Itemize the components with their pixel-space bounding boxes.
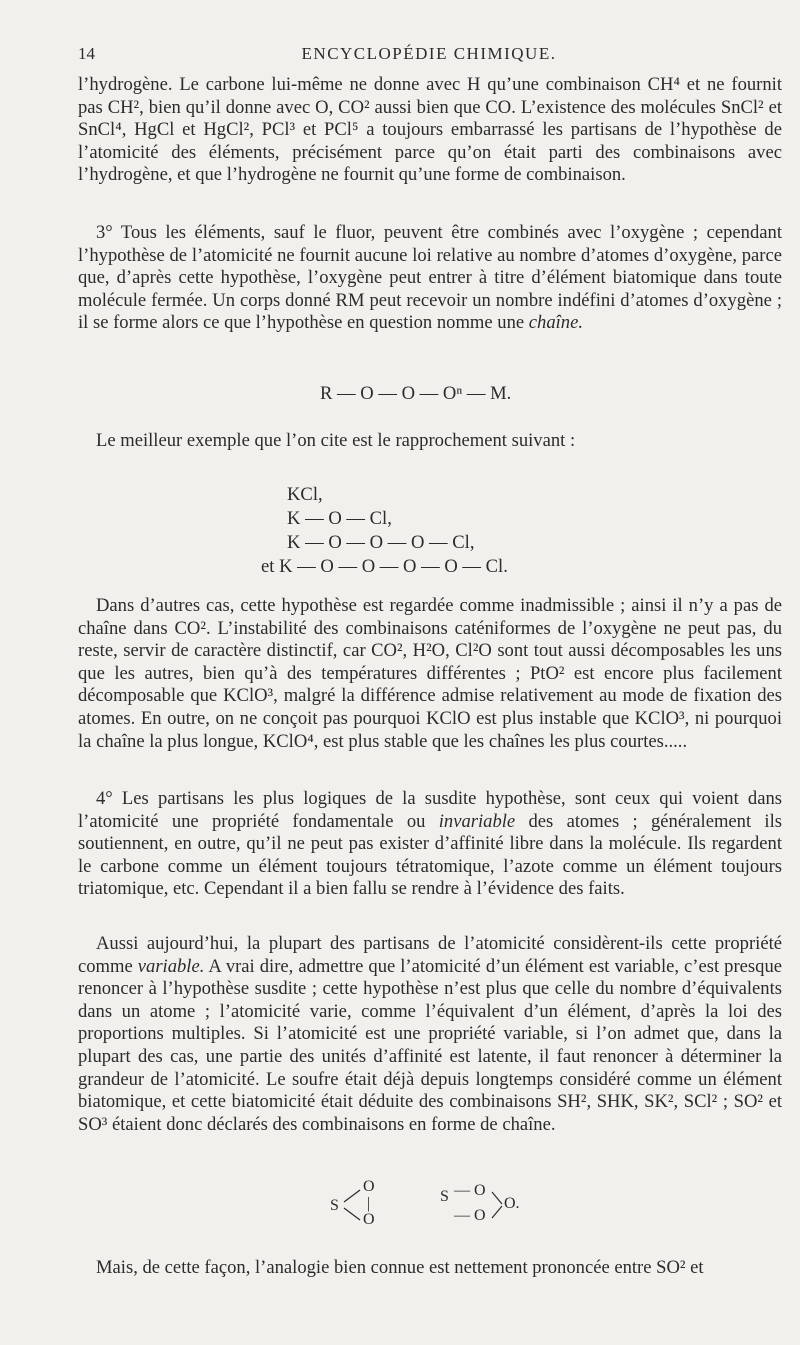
page-number: 14	[78, 44, 95, 63]
paragraph-logical-partisans-text-b: des atomes ; généralement ils soutiennent, en outre, qu’il ne peut pas exister d’affinité libre dans la molécule. Ils regardent le carbone comme un élément toujours tétratomique, l’azote comme un élément toujours triatomique, etc. Cependant il a bien fallu se rendre à l’évidence des faits.	[78, 810, 782, 900]
paragraph-logical-partisans	[78, 788, 782, 901]
paragraph-variable-atomicity-text-b: A vrai dire, admettre que l’atomicité d’un élément est variable, c’est presque renoncer à l’hypothèse susdite ; cette hypothèse n’est plus que celle du nombre d’équivalents dans un atome ; l’atomicité varie, comme l’équivalent d’un élément, d’après la loi des proportions multiples. Si l’atomicité est une propriété variable, si l’on admet que, dans la plupart des cas, une partie des unités d’affinité est latente, il faut renoncer à déterminer la grandeur de l’atomicité. Le soufre était déjà depuis longtemps considéré comme un élément biatomique, et cette biatomicité était déduite des combinaisons SH², SHK, SK², SCl² ; SO² et SO³ étaient donc déclarés des combinaisons en forme de chaîne.	[78, 955, 782, 1135]
paragraph-oxygen	[78, 222, 782, 335]
paragraph-hydrogen: l’hydrogène. Le carbone lui-même ne donne avec H qu’une combinaison CH⁴ et ne fournit pas CH², bien qu’il donne avec O, CO² aussi bien que CO. L’existence des molécules SnCl² et SnCl⁴, HgCl et HgCl², PCl³ et PCl⁵ a toujours embarrassé les partisans de l’hypothèse de l’atomicité des éléments, précisément parce qu’on était parti des combinaisons avec l’hydrogène, et que l’hydrogène ne fournit qu’une forme de combinaison.	[78, 74, 782, 186]
formula-ko3cl: K — O — O — O — Cl,	[287, 532, 475, 553]
paragraph-oxygen-text: 3° Tous les éléments, sauf le fluor, peuvent être combinés avec l’oxygène ; cependant l’hypothèse de l’atomicité ne fournit aucune loi relative au nombre d’atomes d’oxygène, parce que, d’après cette hypothèse, l’oxygène peut entrer à titre d’élément biatomique dans toute molécule fermée. Un corps donné RM peut recevoir un nombre indéfini d’atomes d’oxygène ; il se forme alors ce que l’hypothèse en question nomme une	[78, 222, 782, 334]
paragraph-other-cases: Dans d’autres cas, cette hypothèse est regardée comme inadmissible ; ainsi il n’y a pas de chaîne dans CO². L’instabilité des combinaisons caténiformes de l’oxygène ne peut pas, du reste, servir de caractère distinctif, car CO², H²O, Cl²O sont tout aussi décomposables les uns que les autres, bien qu’à des températures différentes ; PtO² est encore plus facilement décomposable que KClO³, malgré la différence admise relativement au mode de fixation des atomes. En outre, on ne conçoit pas pourquoi KClO est plus instable que KClO³, ni pourquoi la chaîne la plus longue, KClO⁴, est plus stable que les chaînes les plus courtes.....	[78, 595, 782, 752]
structure-so3	[440, 1180, 540, 1230]
paragraph-variable-atomicity	[78, 933, 782, 1136]
structure-so2-bar: |	[367, 1195, 371, 1212]
formula-ko4cl: et K — O — O — O — O — Cl.	[261, 556, 508, 577]
formula-kcl: KCl,	[287, 484, 323, 505]
structure-so2-bonds	[330, 1180, 390, 1230]
italic-invariable: invariable	[438, 810, 516, 832]
running-title: ENCYCLOPÉDIE CHIMIQUE.	[301, 44, 557, 63]
italic-variable: variable.	[137, 955, 205, 977]
structure-so3-right-o: O.	[504, 1195, 520, 1212]
chain-formula: R — O — O — Oⁿ — M.	[320, 383, 512, 404]
structure-so3-bottom-o: — O	[454, 1207, 486, 1224]
italic-chaine: chaîne.	[528, 312, 583, 334]
page-header	[78, 44, 780, 68]
structure-so2	[330, 1180, 390, 1230]
paragraph-variable-atomicity-text-a: Aussi aujourd’hui, la plupart des partisans de l’atomicité considèrent-ils cette propriété comme	[78, 933, 782, 977]
paragraph-analogy: Mais, de cette façon, l’analogie bien connue est nettement prononcée entre SO² et	[96, 1257, 704, 1278]
structure-so2-s: S	[330, 1197, 339, 1214]
formula-kocl: K — O — Cl,	[287, 508, 392, 529]
structure-so2-o-top: O	[363, 1178, 375, 1195]
structure-so3-top-o: — O	[454, 1182, 486, 1199]
paragraph-logical-partisans-text-a: 4° Les partisans les plus logiques de la susdite hypothèse, sont ceux qui voient dans l’atomicité une propriété fondamentale ou	[78, 788, 782, 832]
paragraph-example-intro: Le meilleur exemple que l’on cite est le rapprochement suivant :	[96, 430, 576, 451]
structure-so2-o-bottom: O	[363, 1211, 375, 1228]
structure-so3-s: S	[440, 1188, 449, 1205]
